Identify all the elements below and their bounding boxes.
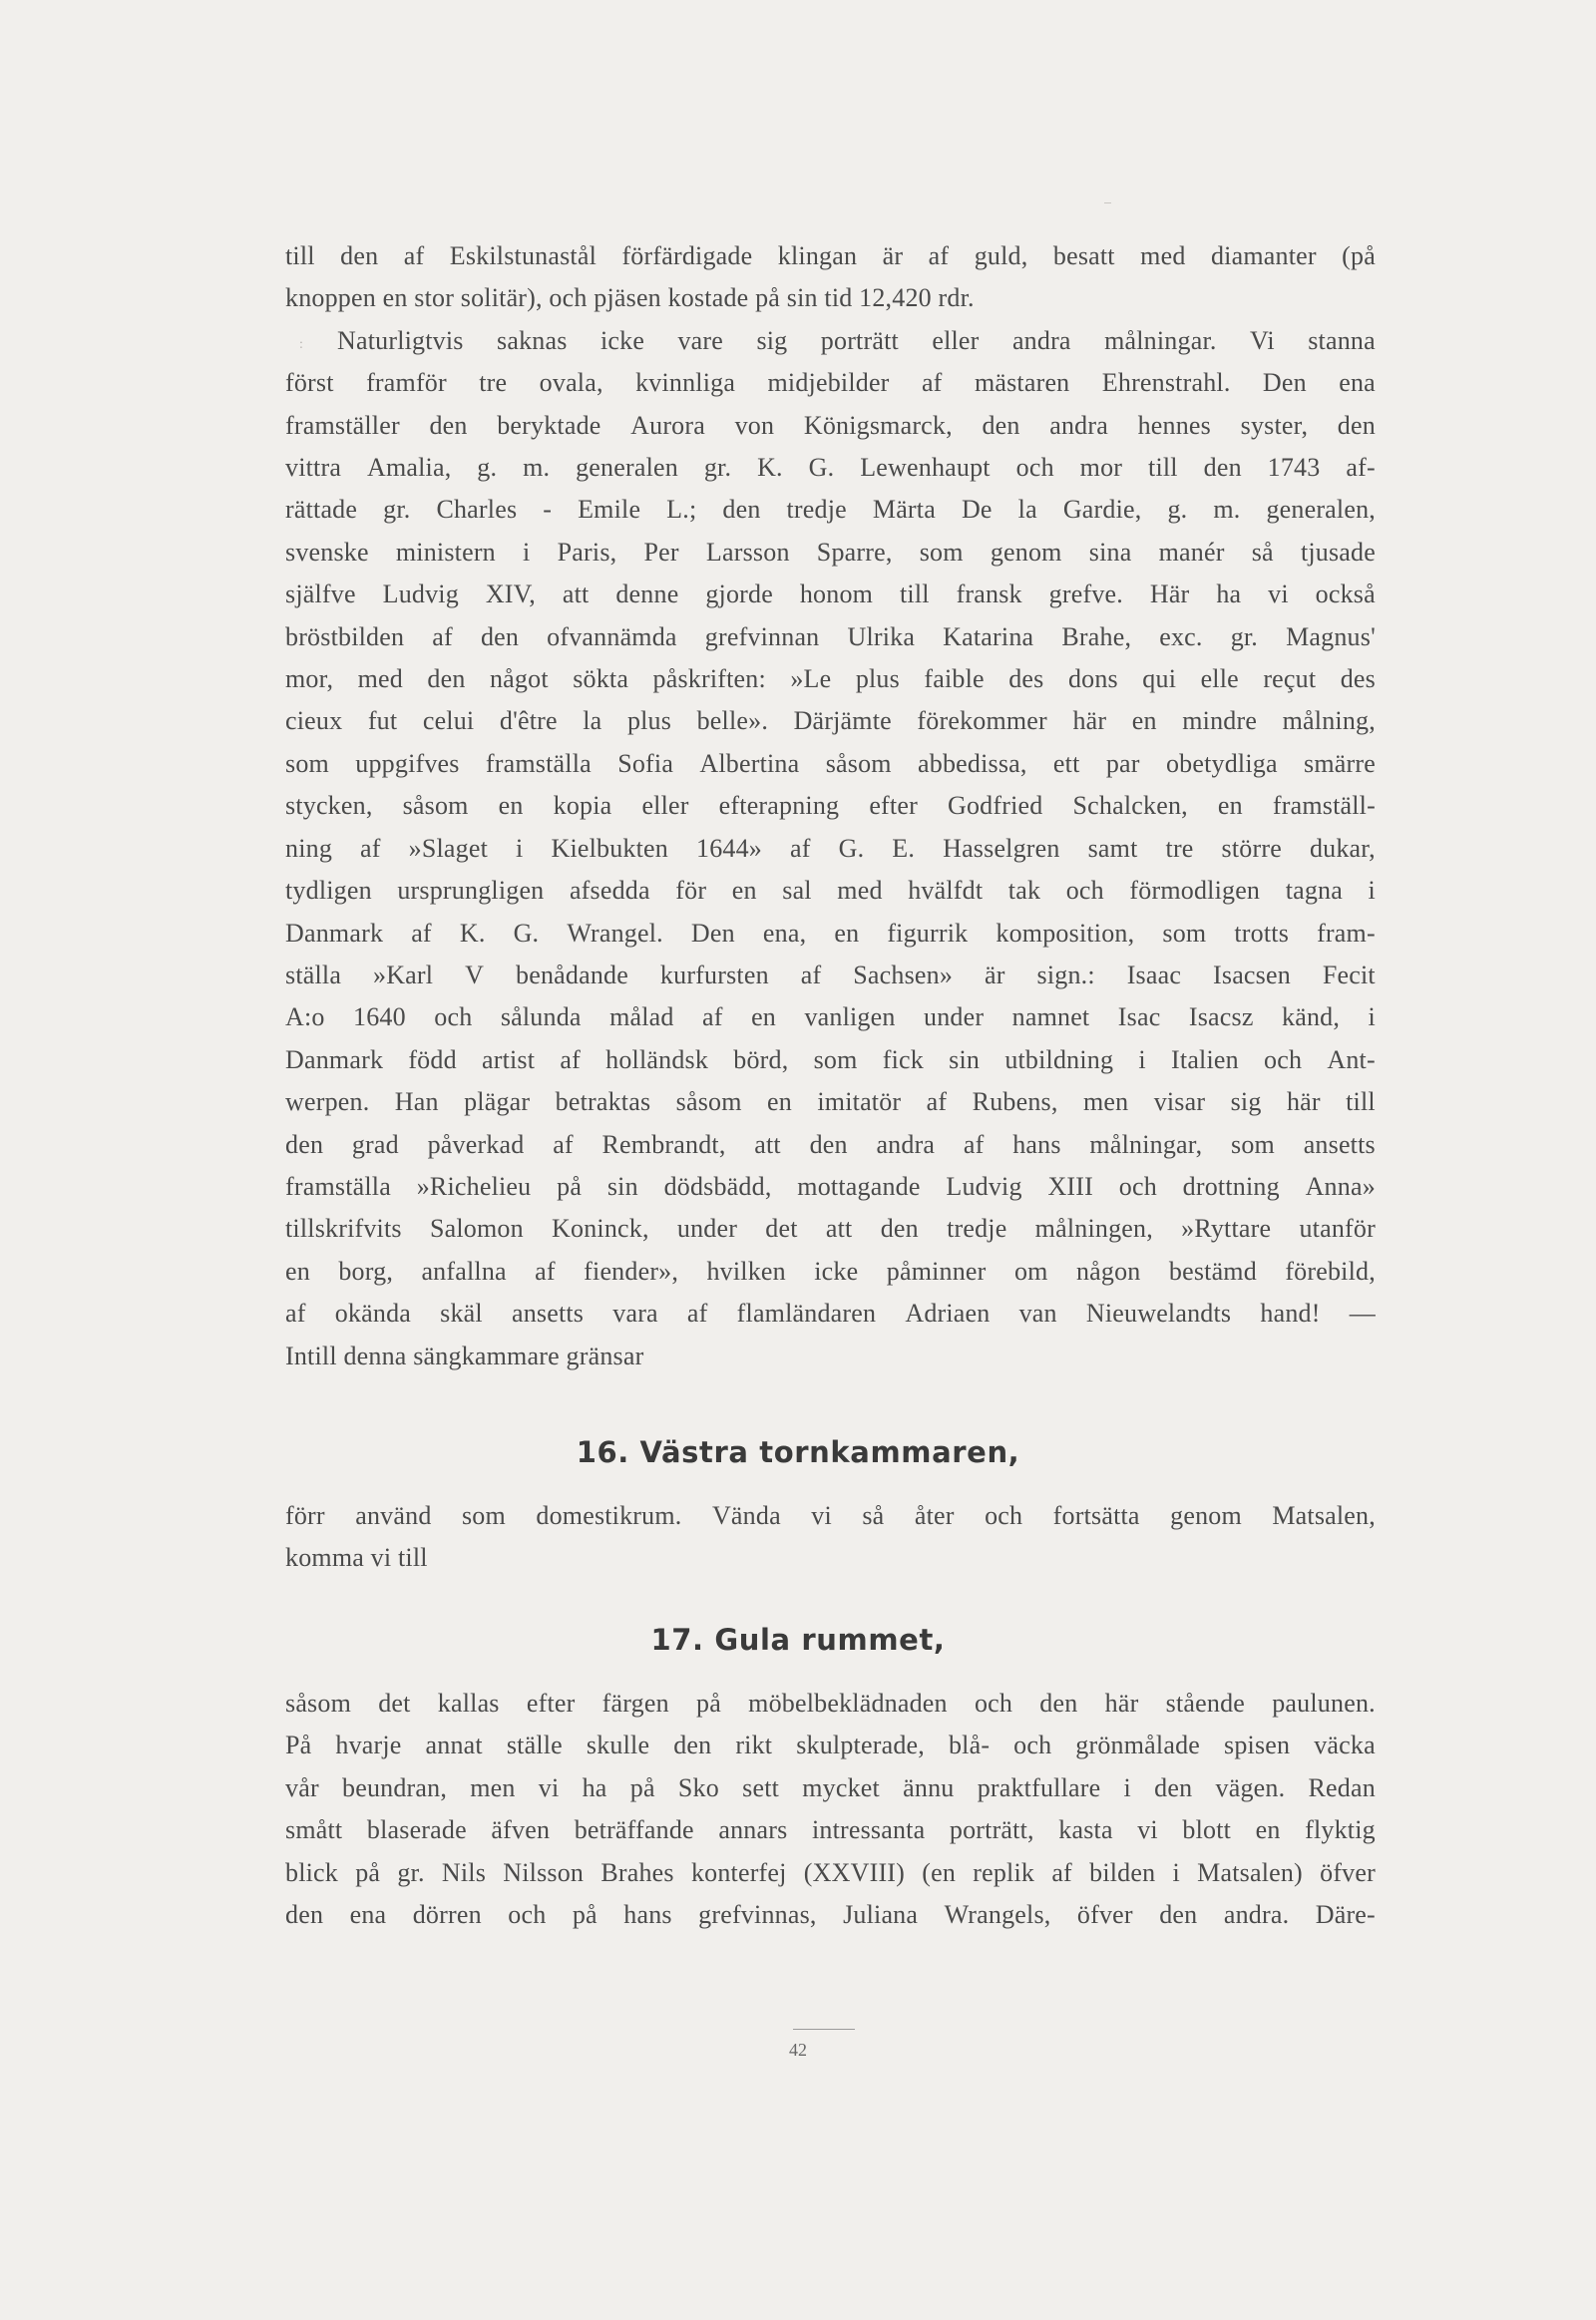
text-line: tillskrifvits Salomon Koninck, under det att den tredje målningen, »Ryttare utanför — [285, 1214, 1376, 1244]
text-line: cieux fut celui d'être la plus belle». Därjämte förekommer här en mindre målning, — [285, 706, 1376, 736]
text-line: till den af Eskilstunastål förfärdigade klingan är af guld, besatt med diamanter (på — [285, 241, 1376, 270]
text-line: knoppen en stor solitär), och pjäsen kostade på sin tid 12,420 rdr. — [285, 283, 975, 313]
text-line: Danmark född artist af holländsk börd, som fick sin utbildning i Italien och Ant- — [285, 1044, 1376, 1074]
text-line: Intill denna sängkammare gränsar — [285, 1341, 644, 1370]
text-line: såsom det kallas efter färgen på möbelbeklädnaden och den här stående paulunen. — [285, 1689, 1376, 1718]
text-line: af okända skäl ansetts vara af flamländaren Adriaen van Nieuwelandts hand! — — [285, 1299, 1376, 1329]
text-line: framställer den beryktade Aurora von Königsmarck, den andra hennes syster, den — [285, 410, 1376, 440]
text-line: På hvarje annat ställe skulle den rikt skulpterade, blå- och grönmålade spisen väcka — [285, 1731, 1376, 1760]
text-line: som uppgifves framställa Sofia Albertina såsom abbedissa, ett par obetydliga smärre — [285, 748, 1376, 778]
text-line: smått blaserade äfven beträffande annars intressanta porträtt, kasta vi blott en flyktig — [285, 1815, 1376, 1845]
page-number: 42 — [789, 2040, 807, 2060]
section-17-heading: 17. Gula rummet, — [650, 1623, 946, 1657]
text-line: svenske ministern i Paris, Per Larsson Sparre, som genom sina manér så tjusade — [285, 537, 1376, 567]
main-text-block — [285, 235, 1376, 1377]
text-line: vittra Amalia, g. m. generalen gr. K. G. Lewenhaupt och mor till den 1743 af- — [285, 453, 1376, 483]
text-line: själfve Ludvig XIV, att denne gjorde honom till fransk grefve. Här ha vi också — [285, 580, 1376, 609]
text-line: werpen. Han plägar betraktas såsom en imitatör af Rubens, men visar sig här till — [285, 1087, 1376, 1117]
text-line: Danmark af K. G. Wrangel. Den ena, en figurrik komposition, som trotts fram- — [285, 918, 1376, 948]
text-line: blick på gr. Nils Nilsson Brahes konterfej (XXVIII) (en replik af bilden i Matsalen) öfver — [285, 1857, 1376, 1887]
section-16-heading: 16. Västra tornkammaren, — [576, 1435, 1020, 1469]
top-tick-mark — [1104, 202, 1111, 203]
margin-mark: : — [299, 337, 303, 352]
section-16-text — [285, 1495, 1376, 1580]
text-line: den ena dörren och på hans grefvinnas, Juliana Wrangels, öfver den andra. Däre- — [285, 1900, 1376, 1930]
paragraph-2 — [285, 320, 1376, 1377]
text-line: förr använd som domestikrum. Vända vi så åter och fortsätta genom Matsalen, — [285, 1501, 1376, 1530]
text-line: ställa »Karl V benådande kurfursten af Sachsen» är sign.: Isaac Isacsen Fecit — [285, 960, 1376, 989]
text-line: en borg, anfallna af fiender», hvilken icke påminner om någon bestämd förebild, — [285, 1256, 1376, 1286]
text-line: vår beundran, men vi ha på Sko sett mycket ännu praktfullare i den vägen. Redan — [285, 1772, 1376, 1802]
text-line: mor, med den något sökta påskriften: »Le plus faible des dons qui elle reçut des — [285, 664, 1376, 694]
text-line: ning af »Slaget i Kielbukten 1644» af G. E. Hasselgren samt tre större dukar, — [285, 833, 1376, 863]
text-line: tydligen ursprungligen afsedda för en sal med hvälfdt tak och förmodligen tagna i — [285, 876, 1376, 906]
text-line: rättade gr. Charles - Emile L.; den tredje Märta De la Gardie, g. m. generalen, — [285, 495, 1376, 525]
text-line: framställa »Richelieu på sin dödsbädd, mottagande Ludvig XIII och drottning Anna» — [285, 1171, 1376, 1201]
section-17-text — [285, 1683, 1376, 1936]
text-line: A:o 1640 och sålunda målad af en vanligen under namnet Isac Isacsz känd, i — [285, 1002, 1376, 1032]
footer-rule — [793, 2029, 855, 2030]
text-line: komma vi till — [285, 1543, 428, 1573]
text-line: stycken, såsom en kopia eller efterapning efter Godfried Schalcken, en framställ- — [285, 791, 1376, 821]
text-line: den grad påverkad af Rembrandt, att den andra af hans målningar, som ansetts — [285, 1129, 1376, 1159]
text-line: bröstbilden af den ofvannämda grefvinnan Ulrika Katarina Brahe, exc. gr. Magnus' — [285, 621, 1376, 651]
text-line: först framför tre ovala, kvinnliga midjebilder af mästaren Ehrenstrahl. Den ena — [285, 368, 1376, 398]
text-line: Naturligtvis saknas icke vare sig porträtt eller andra målningar. Vi stanna — [337, 325, 1376, 355]
